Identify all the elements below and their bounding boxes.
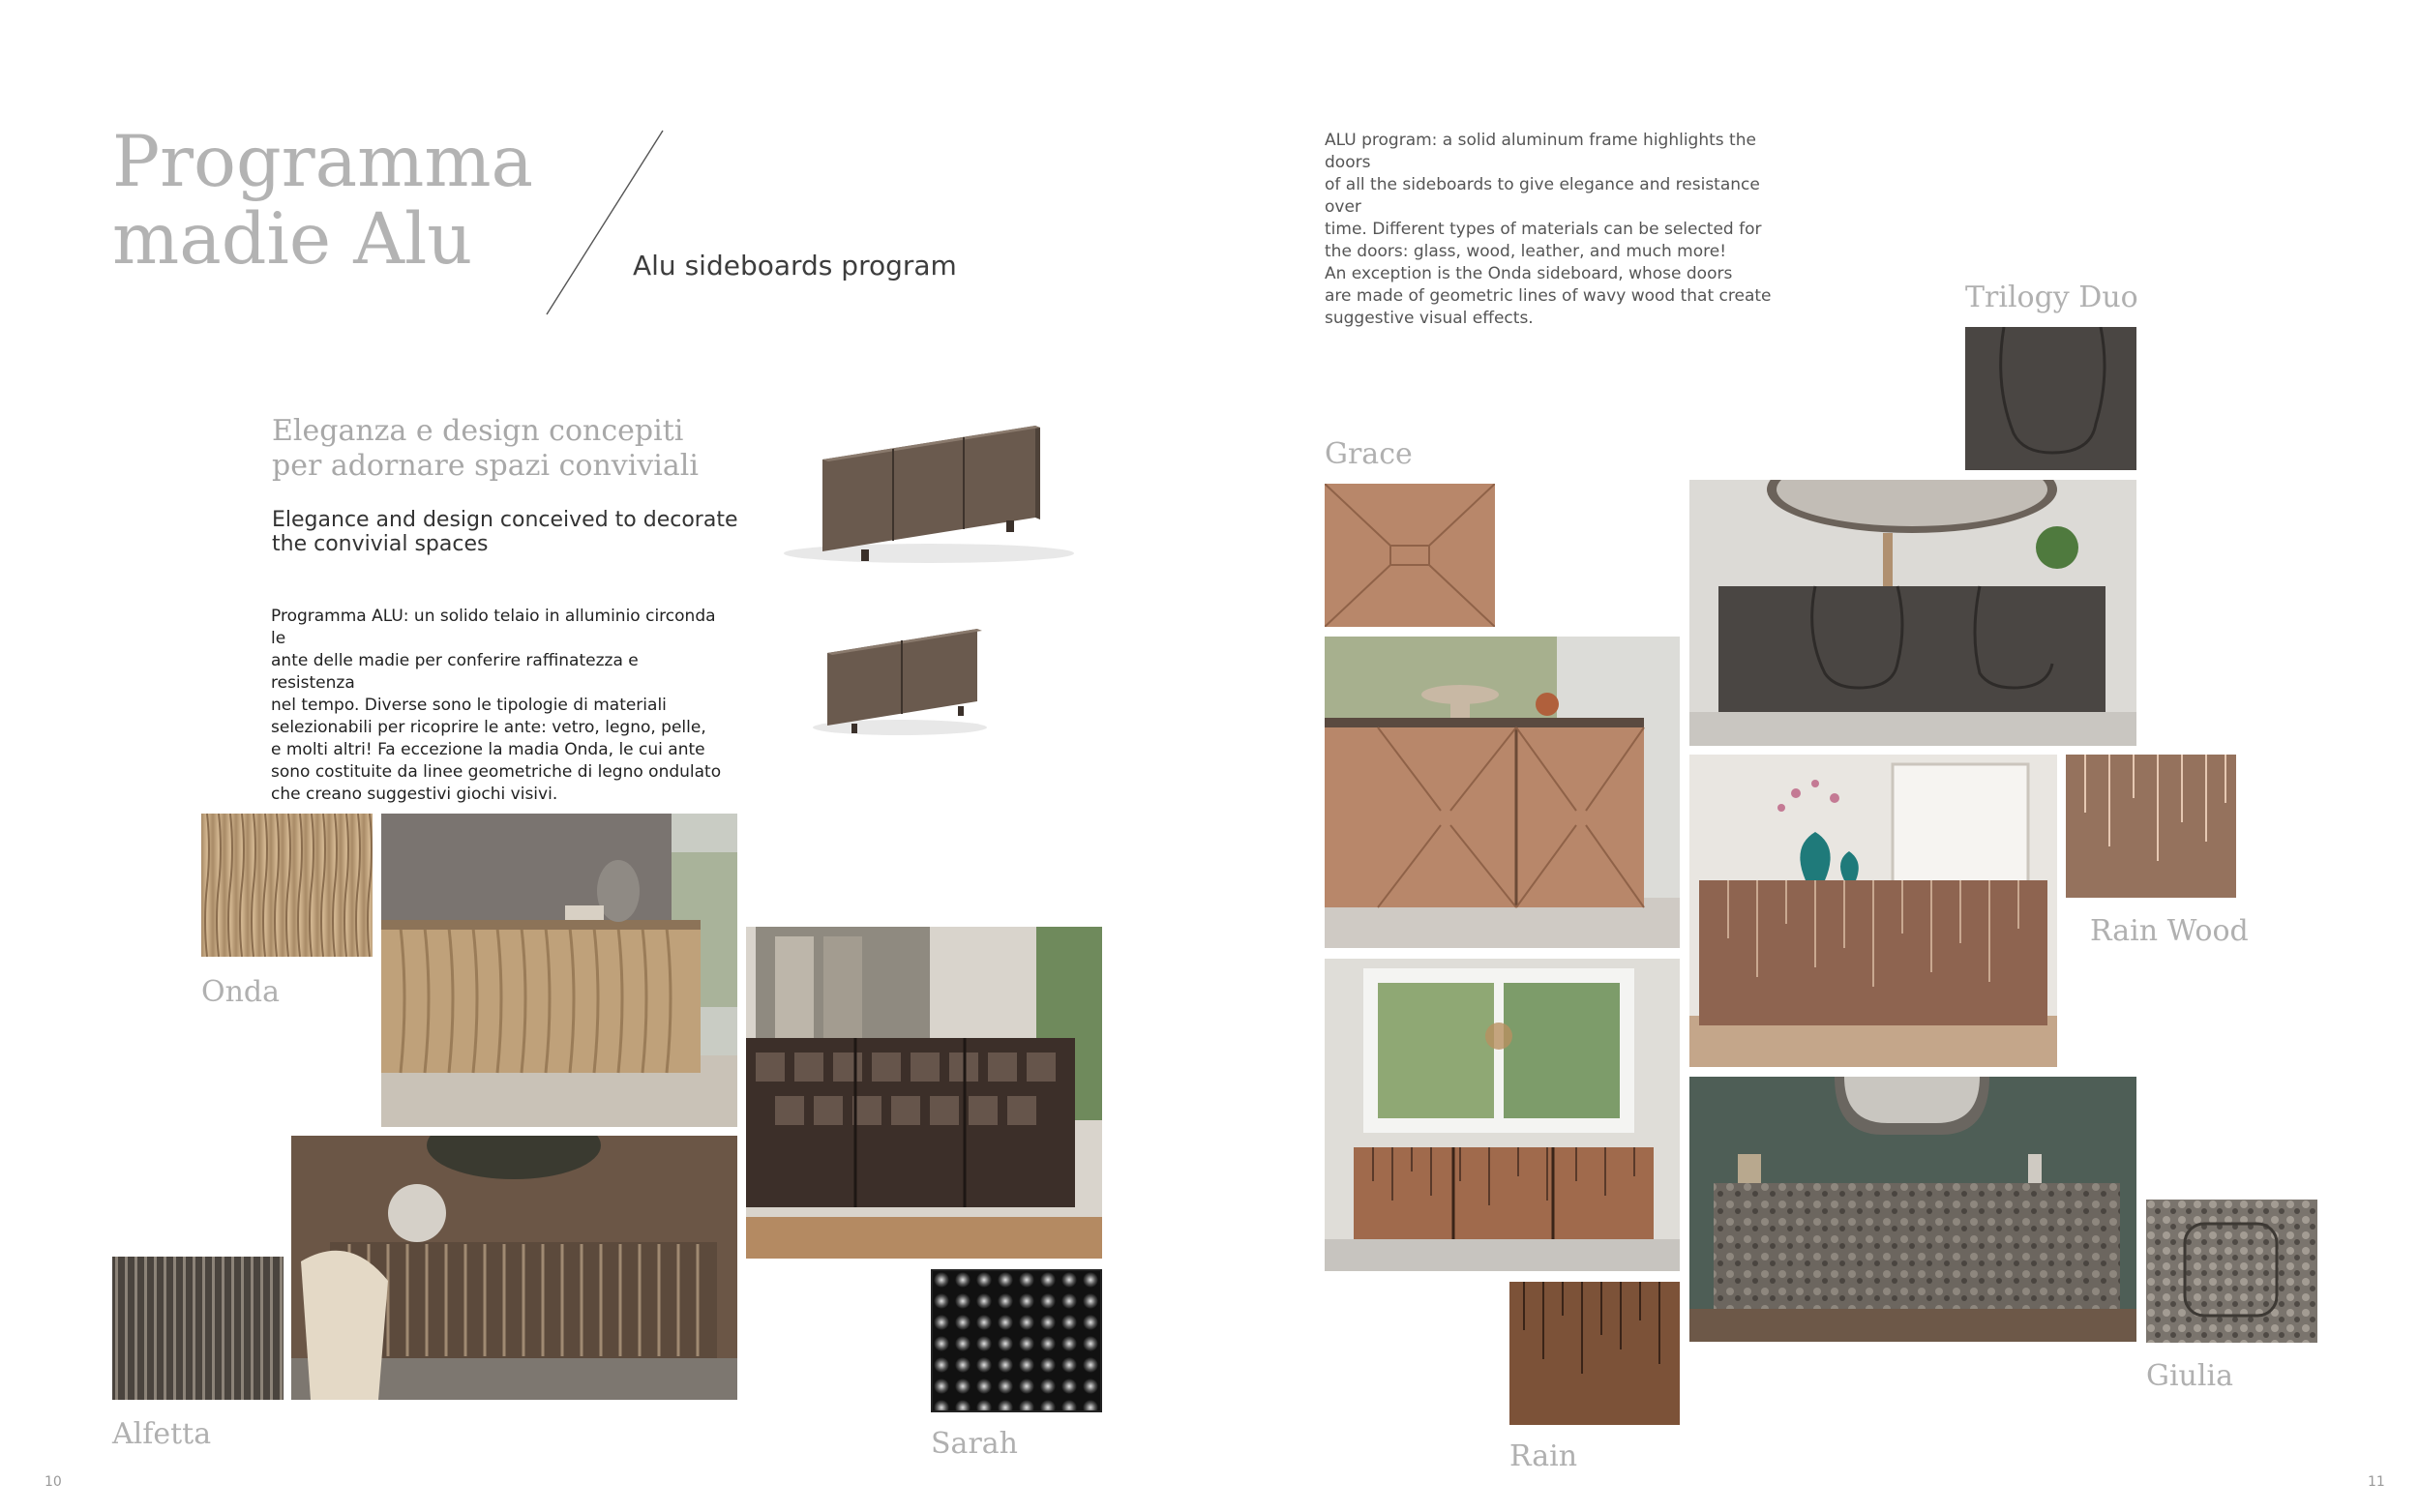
rain-wood-material-swatch — [2066, 755, 2236, 898]
grace-room-photo — [1325, 637, 1680, 948]
intro-english: Elegance and design conceived to decorate the convivial spaces — [272, 508, 738, 556]
page-number-right: 11 — [2368, 1474, 2385, 1490]
grace-material-swatch — [1325, 484, 1495, 627]
caption-sarah: Sarah — [931, 1427, 1018, 1461]
trilogy-duo-room-photo — [1689, 480, 2136, 746]
sideboard-render-small — [793, 609, 1006, 745]
body-text-italian: Programma ALU: un solido telaio in alluminio circonda le ante delle madie per conferire raffinatezza e resistenza nel tempo. Diverse sono le tipologie di materiali selezionabili per ricoprire le ante: vetro, legno, pelle, e molti altri! Fa eccezione la madia Onda, le cui ante sono costituite da linee geometriche di legno ondulato che creano suggestivi giochi visivi. — [271, 607, 722, 804]
page-number-left: 10 — [45, 1474, 62, 1490]
caption-giulia: Giulia — [2146, 1359, 2233, 1393]
alfetta-room-photo — [291, 1136, 737, 1400]
page-title: Programma madie Alu — [112, 121, 534, 281]
intro-italian: Eleganza e design concepiti per adornare spazi conviviali — [272, 414, 699, 483]
caption-trilogy-duo: Trilogy Duo — [1965, 281, 2138, 314]
sarah-material-swatch — [931, 1269, 1102, 1412]
alfetta-material-swatch — [112, 1257, 284, 1400]
caption-alfetta: Alfetta — [112, 1417, 212, 1451]
title-divider-line — [542, 126, 668, 319]
caption-grace: Grace — [1325, 437, 1413, 471]
caption-onda: Onda — [201, 975, 281, 1009]
giulia-room-photo — [1689, 1077, 2136, 1342]
onda-material-swatch — [201, 814, 373, 957]
page-subtitle: Alu sideboards program — [633, 250, 957, 282]
rain-wood-room-photo — [1689, 755, 2057, 1067]
sarah-room-photo — [746, 927, 1102, 1259]
rain-material-swatch — [1509, 1282, 1680, 1425]
onda-room-photo — [381, 814, 737, 1127]
trilogy-duo-material-swatch — [1965, 327, 2136, 470]
rain-room-photo — [1325, 959, 1680, 1271]
caption-rain: Rain — [1509, 1439, 1578, 1473]
body-text-english: ALU program: a solid aluminum frame highlights the doors of all the sideboards to give elegance and resistance over time. Different types of materials can be selected for the doors: glass, wood, leather, and much more! An exception is the Onda sideboard, whose doors are made of geometric lines of wavy wood that create suggestive visual effects. — [1325, 131, 1772, 328]
giulia-material-swatch — [2146, 1200, 2317, 1343]
sideboard-render-large — [745, 406, 1103, 571]
caption-rain-wood: Rain Wood — [2090, 914, 2249, 948]
